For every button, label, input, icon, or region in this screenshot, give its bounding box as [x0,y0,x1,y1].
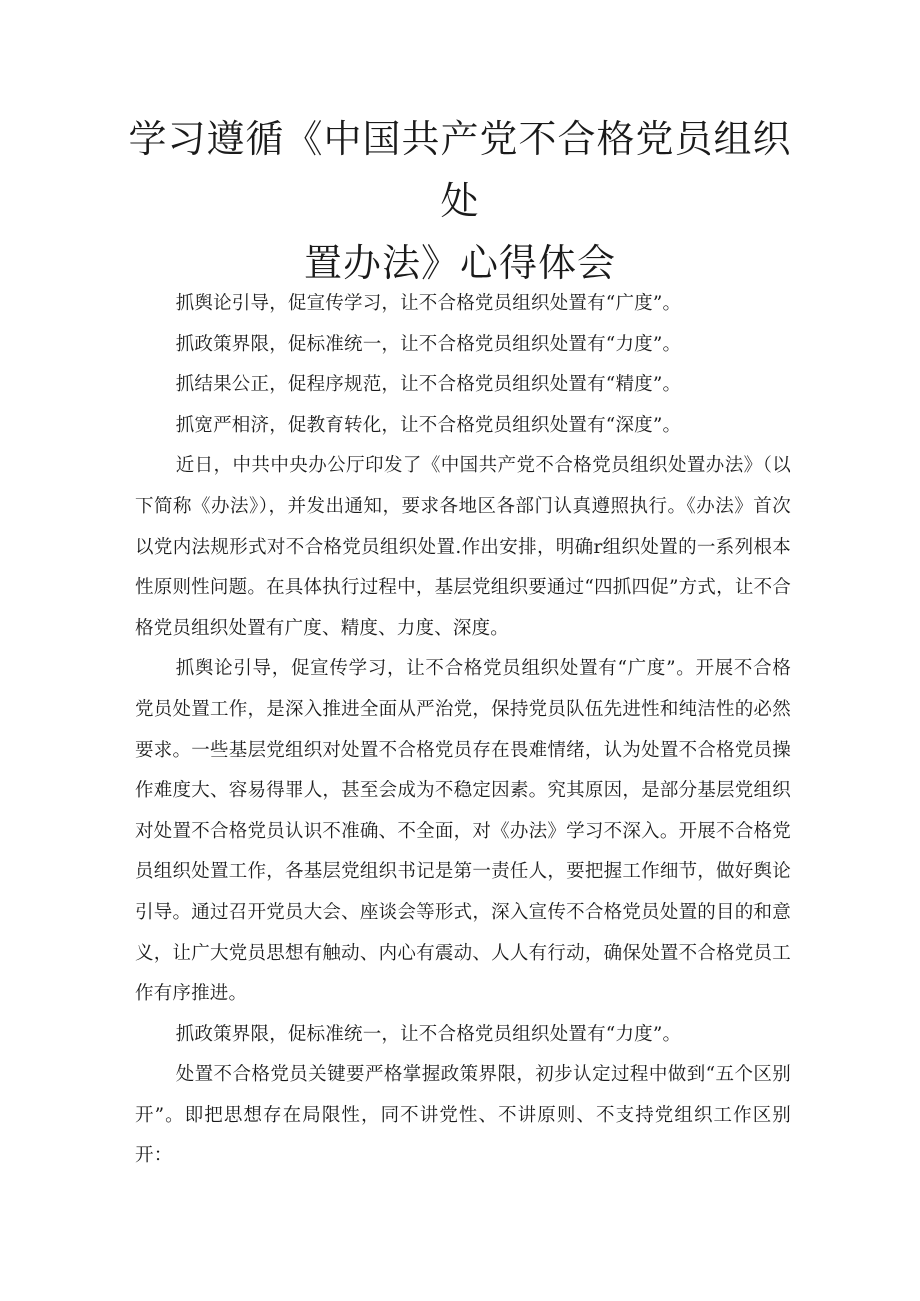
paragraph-3: 抓结果公正，促程序规范，让不合格党员组织处置有“精度”。 [175,374,682,396]
paragraph-2: 抓政策界限，促标准统一，让不合格党员组织处置有“力度”。 [175,333,682,355]
title-line-2: 置办法》心得体会 [303,241,616,285]
paragraph-4: 抓宽严相济，促教育转化，让不合格党员组织处置有“深度”。 [175,414,682,436]
document-body [135,284,791,1177]
paragraph-7: 抓政策界限，促标准统一，让不合格党员组织处置有“力度”。 [175,1023,682,1045]
paragraph-5: 近日，中共中央办公厅印发了《中国共产党不合格党员组织处置办法》（以下简称《办法》），并发出通知，要求各地区各部门认真遵照执行。《办法》首次以党内法规形式对不合格党员组织处置.作出安排，明确r组织处置的一系列根本性原则性问题。在具体执行过程中，基层党组织要通过“四抓四促”方式，让不合格党员组织处置有广度、精度、力度、深度。 [135,455,791,639]
paragraph-1: 抓舆论引导，促宣传学习，让不合格党员组织处置有“广度”。 [175,293,682,314]
paragraph-6: 抓舆论引导，促宣传学习，让不合格党员组织处置有“广度”。开展不合格党员处置工作，是深入推进全面从严治党，保持党员队伍先进性和纯洁性的必然要求。一些基层党组织对处置不合格党员存在畏难情绪，认为处置不合格党员操作难度大、容易得罪人，甚至会成为不稳定因素。究其原因，是部分基层党组织对处置不合格党员认识不准确、不全面，对《办法》学习不深入。开展不合格党员组织处置工作，各基层党组织书记是第一责任人，要把握工作细节，做好舆论引导。通过召开党员大会、座谈会等形式，深入宣传不合格党员处置的目的和意义，让广大党员思想有触动、内心有震动、人人有行动，确保处置不合格党员工作有序推进。 [135,658,791,1005]
title-line-1: 学习遵循《中国共产党不合格党员组织处 [128,117,792,223]
paragraph-8: 处置不合格党员关键要严格掌握政策界限，初步认定过程中做到“五个区别开”。即把思想存在局限性，同不讲党性、不讲原则、不支持党组织工作区别开： [135,1064,791,1167]
document-title [110,108,810,294]
